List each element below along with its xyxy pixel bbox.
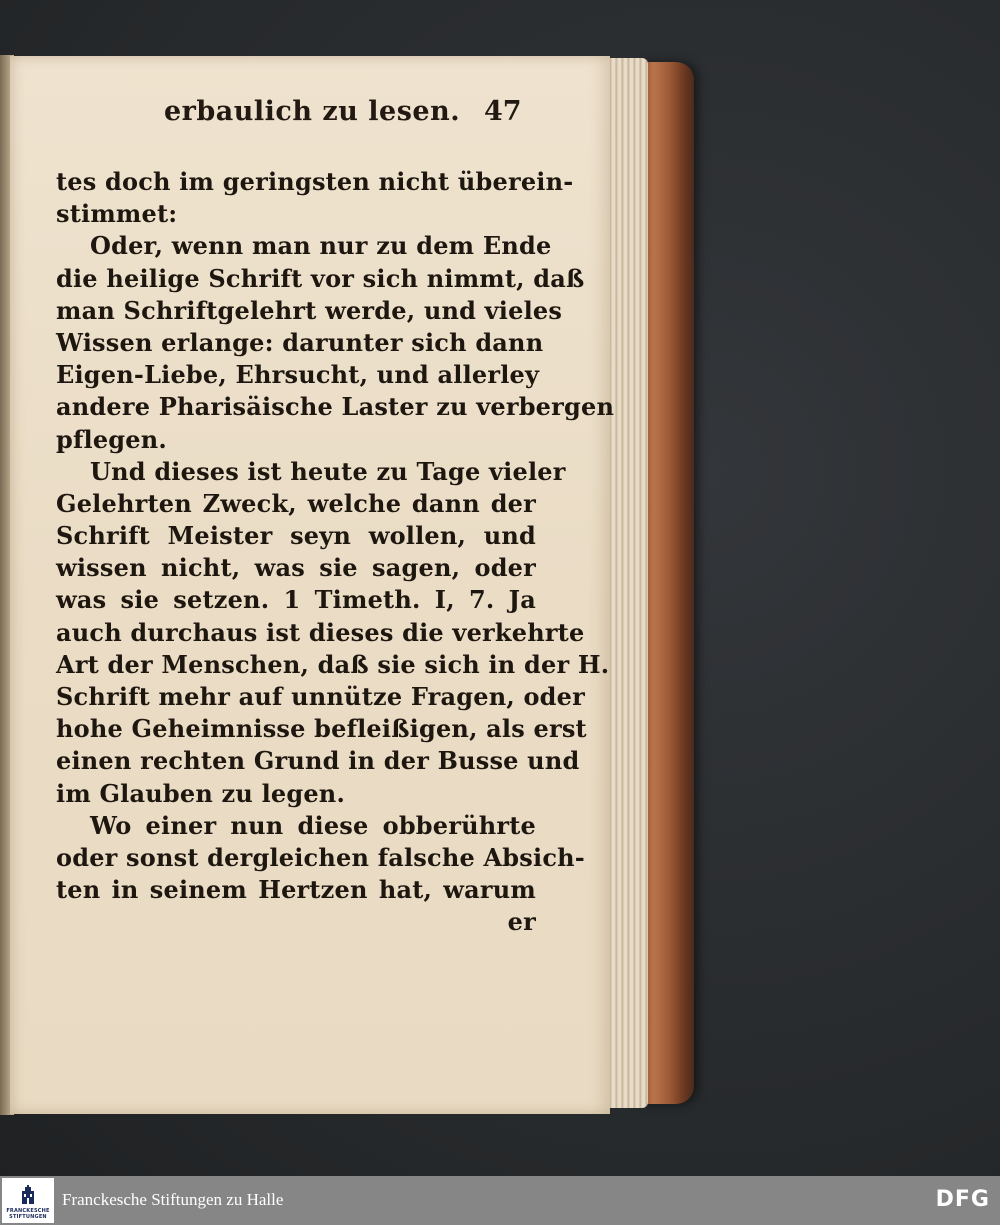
franckesche-logo[interactable] <box>2 1178 54 1223</box>
footer-bar <box>0 1176 1000 1225</box>
text-line: Art der Menschen, daß sie sich in der H. <box>56 649 610 679</box>
building-icon <box>20 1185 36 1205</box>
book-page <box>10 56 615 1114</box>
text-line: Gelehrten Zweck, welche dann der <box>56 488 536 518</box>
text-line: hohe Geheimnisse befleißigen, als erst <box>56 714 587 744</box>
dfg-logo[interactable]: DFG <box>935 1187 990 1212</box>
text-line: Oder, wenn man nur zu dem Ende <box>90 231 552 261</box>
text-line: Eigen-Liebe, Ehrsucht, und allerley <box>56 360 540 390</box>
text-line: im Glauben zu legen. <box>56 778 346 808</box>
text-line: stimmet: <box>56 199 178 229</box>
text-line: andere Pharisäische Laster zu verbergen <box>56 392 615 422</box>
logo-text: FRANCKESCHE STIFTUNGEN <box>6 1208 50 1220</box>
text-line: Wo einer nun diese obberührte <box>90 810 536 840</box>
page-number: 47 <box>484 96 522 127</box>
text-line: Schrift Meister seyn wollen, und <box>56 521 536 551</box>
institution-link[interactable]: Franckesche Stiftungen zu Halle <box>62 1190 284 1209</box>
catchword: er <box>507 907 536 937</box>
text-line: einen rechten Grund in der Busse und <box>56 746 580 776</box>
text-line: pflegen. <box>56 424 167 454</box>
text-line: ten in seinem Hertzen hat, warum <box>56 875 536 905</box>
text-line: Wissen erlange: darunter sich dann <box>56 327 544 357</box>
text-line: oder sonst dergleichen falsche Absich- <box>56 842 585 872</box>
text-line: man Schriftgelehrt werde, und vieles <box>56 295 563 325</box>
text-block <box>56 166 615 939</box>
text-line: wissen nicht, was sie sagen, oder <box>56 553 536 583</box>
running-head-title: erbaulich zu lesen. <box>164 96 461 127</box>
text-line: die heilige Schrift vor sich nimmt, daß <box>56 263 585 293</box>
text-line: Schrift mehr auf unnütze Fragen, oder <box>56 682 585 711</box>
book-cover-edge <box>640 62 694 1104</box>
running-head <box>10 96 610 136</box>
text-line: tes doch im geringsten nicht überein- <box>56 167 574 196</box>
text-line: was sie setzen. 1 Timeth. I, 7. Ja <box>56 585 536 615</box>
text-line: auch durchaus ist dieses die verkehrte <box>56 617 585 647</box>
text-line: Und dieses ist heute zu Tage vieler <box>90 456 566 486</box>
